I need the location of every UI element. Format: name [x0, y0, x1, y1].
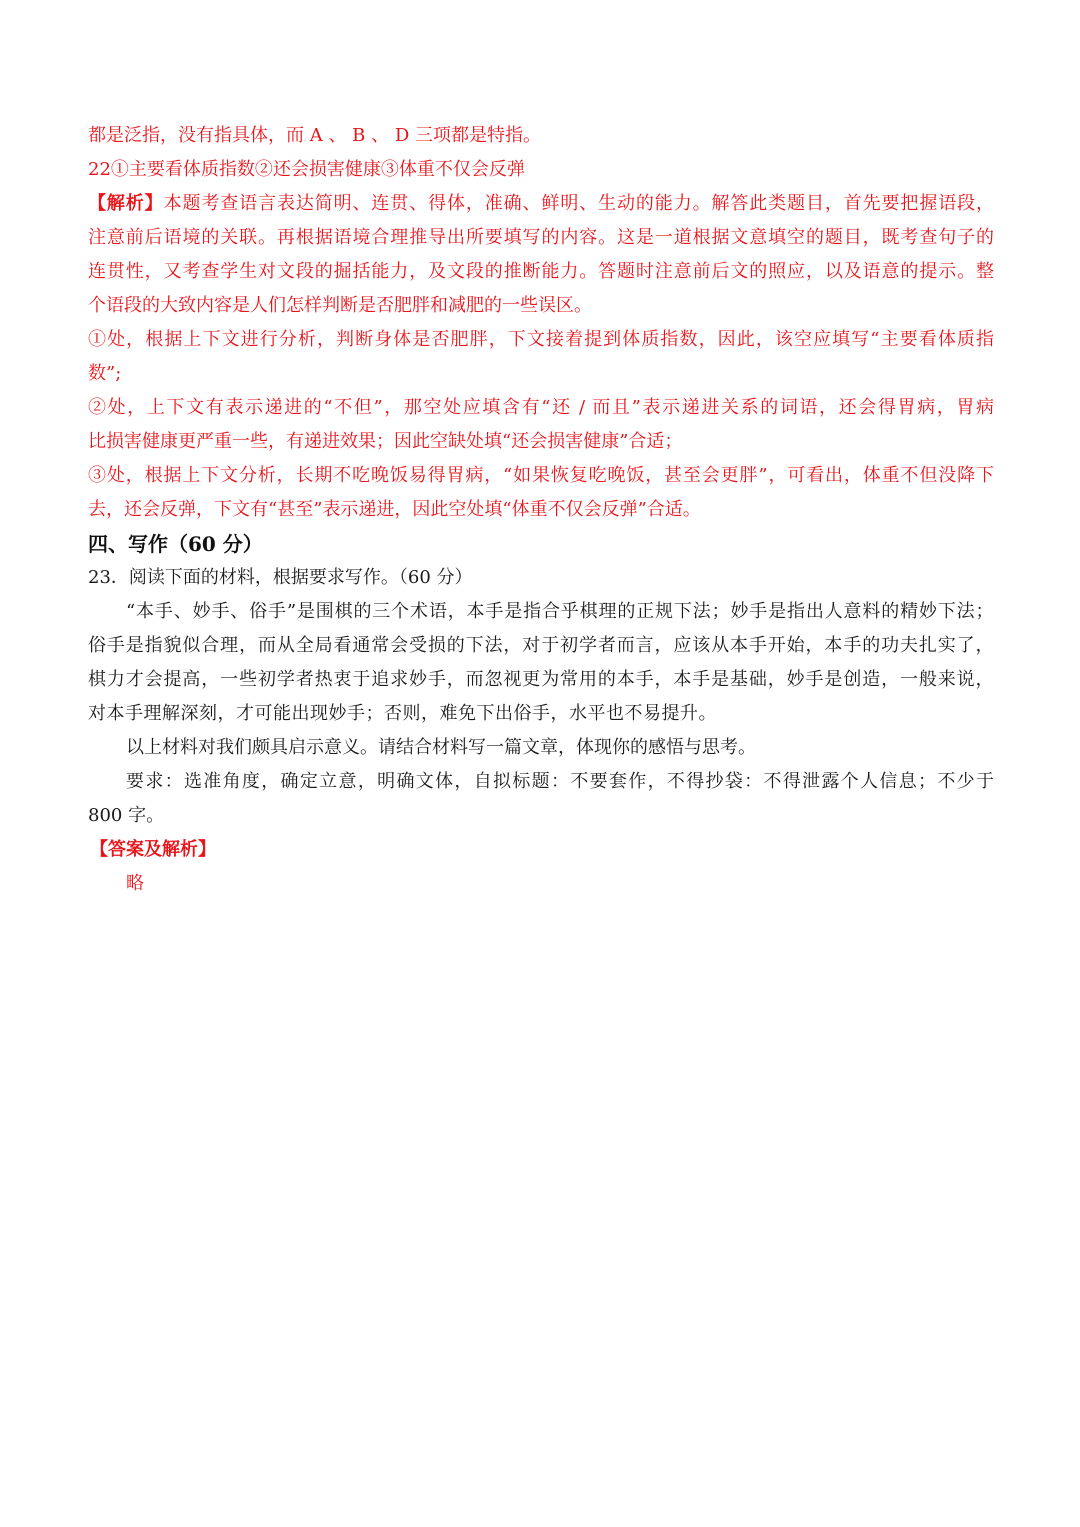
section-heading: 四、写作（60 分） [88, 532, 263, 556]
answer-21-tail: 都是泛指，没有指具体，而 A 、 B 、 D 三项都是特指。 [88, 125, 541, 146]
point-2-line-2: 比损害健康更严重一些，有递进效果；因此空缺处填“还会损害健康”合适； [88, 431, 683, 452]
point-3-line-1: ③处，根据上下文分析，长期不吃晚饭易得胃病，“如果恢复吃晚饭，甚至会更胖”，可看出，体重不但没降下 [88, 465, 994, 486]
material-line-4: 对本手理解深刻，才可能出现妙手；否则，难免下出俗手，水平也不易提升。 [88, 703, 717, 724]
answer-text: 略 [126, 873, 144, 894]
analysis-line-1 [88, 187, 994, 221]
requirement-line-2: 800 字。 [88, 805, 165, 826]
point-3-line-2: 去，还会反弹，下文有“甚至”表示递进，因此空处填“体重不仅会反弹”合适。 [88, 499, 701, 520]
analysis-line-3: 连贯性，又考查学生对文段的掘括能力，及文段的推断能力。答题时注意前后文的照应，以及语意的提示。整 [88, 261, 994, 282]
point-2-line-1: ②处，上下文有表示递进的“不但”，那空处应填含有“还 / 而且”表示递进关系的词语，还会得胃病，胃病 [88, 397, 994, 418]
answer-22: 22①主要看体质指数②还会损害健康③体重不仅会反弹 [88, 159, 525, 180]
analysis-line-2: 注意前后语境的关联。再根据语境合理推导出所要填写的内容。这是一道根据文意填空的题目，既考查句子的 [88, 227, 994, 248]
material-line-1: “本手、妙手、俗手”是围棋的三个术语，本手是指合乎棋理的正规下法；妙手是指出人意料的精妙下法； [126, 601, 994, 622]
analysis-line-4: 个语段的大致内容是人们怎样判断是否肥胖和减肥的一些误区。 [88, 295, 592, 316]
point-1-line-2: 数”; [88, 363, 122, 384]
analysis-tag: 【解析】 [88, 193, 164, 214]
writing-prompt: 以上材料对我们颇具启示意义。请结合材料写一篇文章，体现你的感悟与思考。 [126, 737, 756, 758]
point-1-line-1: ①处，根据上下文进行分析，判断身体是否肥胖，下文接着提到体质指数，因此，该空应填写“主要看体质指 [88, 329, 994, 350]
analysis-text-1: 本题考查语言表达简明、连贯、得体，准确、鲜明、生动的能力。解答此类题目，首先要把握语段， [163, 193, 994, 214]
material-line-3: 棋力才会提高，一些初学者热衷于追求妙手，而忽视更为常用的本手，本手是基础，妙手是创造，一般来说， [88, 669, 994, 690]
material-line-2: 俗手是指貌似合理，而从全局看通常会受损的下法，对于初学者而言，应该从本手开始，本手的功夫扎实了， [88, 635, 994, 656]
answer-tag-line [90, 833, 996, 867]
answer-tag: 【答案及解析】 [90, 839, 216, 860]
requirement-line-1: 要求：选准角度，确定立意，明确文体，自拟标题：不要套作，不得抄袋：不得泄露个人信息；不少于 [126, 771, 994, 792]
question-23: 23．阅读下面的材料，根据要求写作。（60 分） [88, 567, 473, 588]
